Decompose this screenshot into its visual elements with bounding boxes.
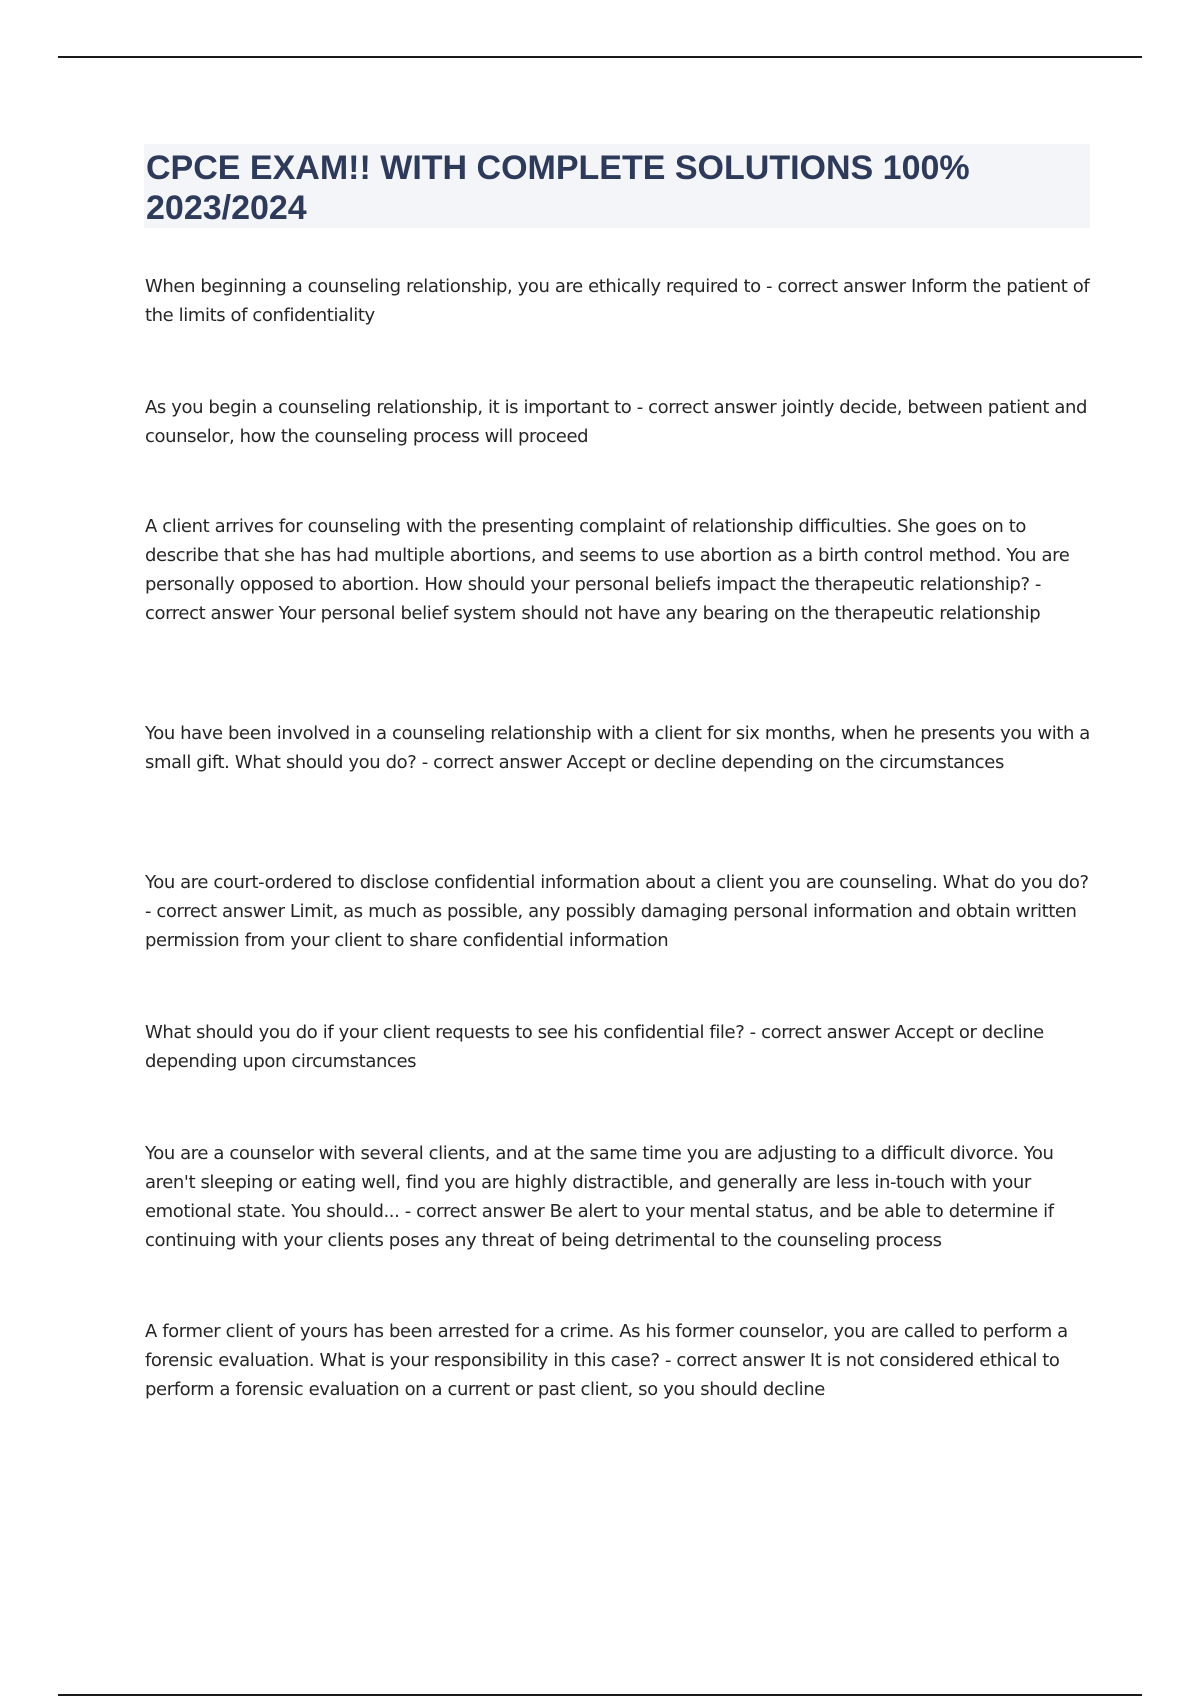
page-title: CPCE EXAM!! WITH COMPLETE SOLUTIONS 100% 2023/2024 — [146, 149, 970, 227]
qa-item-4: You have been involved in a counseling relationship with a client for six months, when he presents you with a small gift. What should you do? - correct answer Accept or decline depending on the circumstances — [145, 723, 1090, 773]
top-divider — [58, 56, 1142, 58]
qa-item-2: As you begin a counseling relationship, it is important to - correct answer jointly decide, between patient and counselor, how the counseling process will proceed — [145, 397, 1088, 447]
title-banner — [144, 144, 1090, 228]
qa-item-1: When beginning a counseling relationship, you are ethically required to - correct answer Inform the patient of the limits of confidentiality — [145, 276, 1090, 326]
qa-item-6: What should you do if your client requests to see his confidential file? - correct answer Accept or decline depending upon circumstances — [145, 1022, 1044, 1072]
qa-item-7: You are a counselor with several clients, and at the same time you are adjusting to a difficult divorce. You aren't sleeping or eating well, find you are highly distractible, and generally are less in-touch with your emotional state. You should... - correct answer Be alert to your mental status, and be able to determine if continuing with your clients poses any threat of being detrimental to the counseling process — [145, 1143, 1054, 1251]
qa-item-3: A client arrives for counseling with the presenting complaint of relationship difficulties. She goes on to describe that she has had multiple abortions, and seems to use abortion as a birth control method. You are personally opposed to abortion. How should your personal beliefs impact the therapeutic relationship? - correct answer Your personal belief system should not have any bearing on the therapeutic relationship — [145, 516, 1070, 624]
qa-item-8: A former client of yours has been arrested for a crime. As his former counselor, you are called to perform a forensic evaluation. What is your responsibility in this case? - correct answer It is not considered ethical to perform a forensic evaluation on a current or past client, so you should decline — [145, 1321, 1068, 1400]
qa-item-5: You are court-ordered to disclose confidential information about a client you are counseling. What do you do? - correct answer Limit, as much as possible, any possibly damaging personal information and obtain written permission from your client to share confidential information — [145, 872, 1089, 951]
bottom-divider — [58, 1694, 1142, 1696]
